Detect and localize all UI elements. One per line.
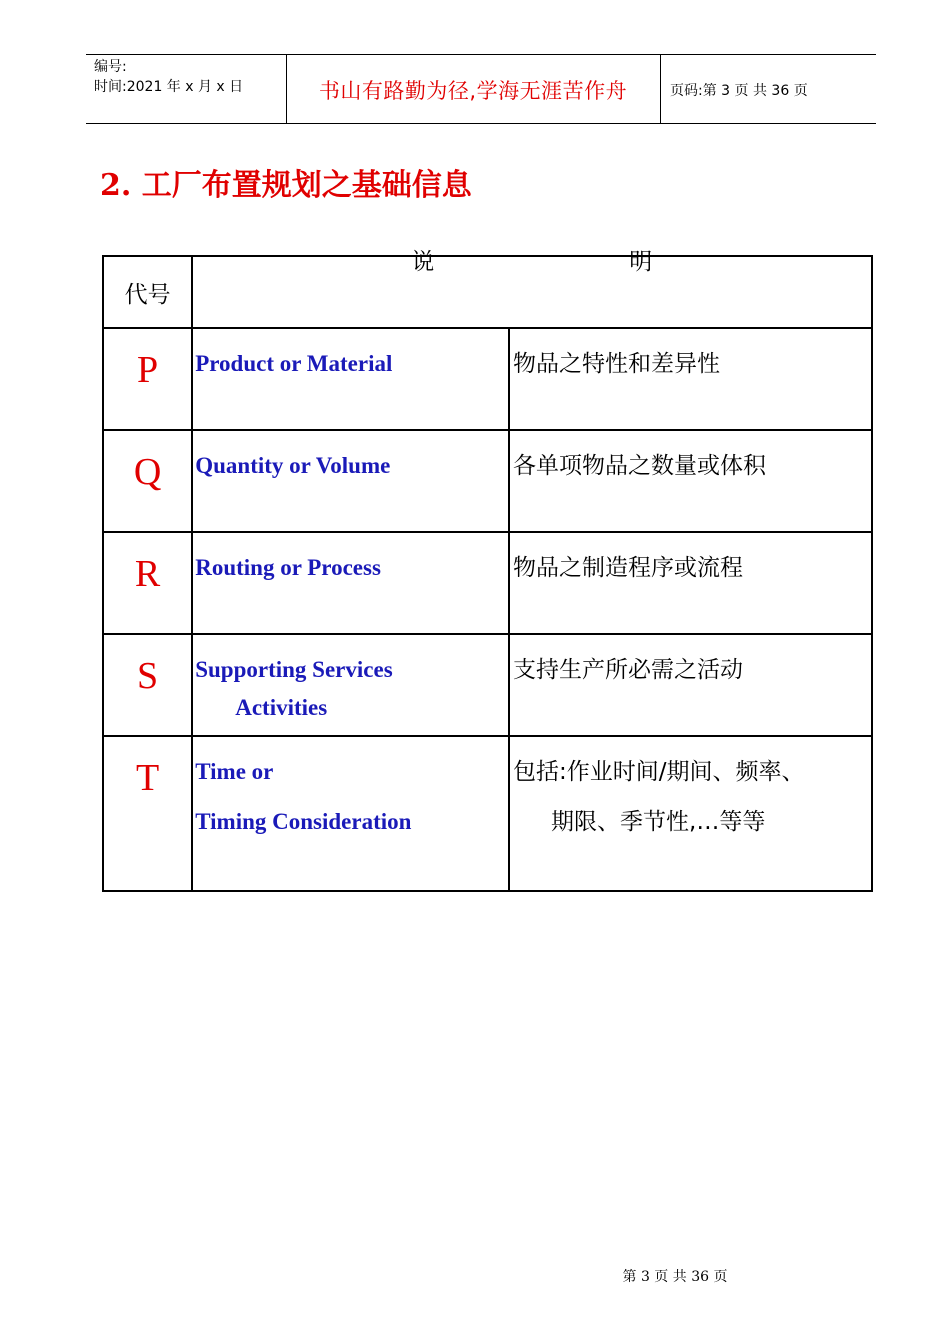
english-cell: Quantity or Volume: [192, 430, 509, 532]
code-cell: S: [103, 634, 192, 736]
code-cell: P: [103, 328, 192, 430]
chinese-cell: [509, 736, 872, 891]
english-text-line-2: Timing Consideration: [195, 809, 412, 834]
table-row: [103, 736, 872, 891]
chinese-cell: 支持生产所必需之活动: [509, 634, 872, 736]
table-row: [103, 532, 872, 634]
chinese-text-line-1: 包括:作业时间/期间、频率、: [513, 759, 805, 785]
table-row: [103, 328, 872, 430]
chinese-cell: 物品之特性和差异性: [509, 328, 872, 430]
time-label: 时间:2021 年 x 月 x 日: [94, 79, 244, 95]
english-clipped-text: Activities: [235, 695, 328, 720]
english-cell: [192, 634, 509, 736]
header-divider: [660, 55, 661, 123]
english-text: Supporting Services: [195, 657, 393, 682]
english-text-line-1: Time or: [195, 759, 274, 784]
english-cell: Routing or Process: [192, 532, 509, 634]
section-title: 2. 工厂布置规划之基础信息: [100, 168, 472, 203]
table-row: [103, 634, 872, 736]
header-meta: [94, 57, 243, 97]
page-header: [86, 54, 876, 124]
header-motto: 书山有路勤为径,学海无涯苦作舟: [318, 79, 628, 103]
header-desc-char-2: 明: [629, 249, 653, 275]
header-desc-char-1: 说: [411, 249, 435, 275]
chinese-text-line-2: 期限、季节性,…等等: [551, 809, 766, 835]
header-code: 代号: [103, 256, 192, 328]
number-label: 编号:: [94, 59, 127, 75]
english-cell: [192, 736, 509, 891]
code-cell: T: [103, 736, 192, 891]
table-header-row: [103, 256, 872, 328]
header-page-info: 页码:第 3 页 共 36 页: [670, 83, 808, 99]
pqrst-table: [102, 249, 873, 892]
english-cell: Product or Material: [192, 328, 509, 430]
page-footer: 第 3 页 共 36 页: [622, 1269, 728, 1285]
code-cell: R: [103, 532, 192, 634]
chinese-cell: 各单项物品之数量或体积: [509, 430, 872, 532]
header-description: [192, 249, 872, 328]
chinese-cell: 物品之制造程序或流程: [509, 532, 872, 634]
code-cell: Q: [103, 430, 192, 532]
table-row: [103, 430, 872, 532]
